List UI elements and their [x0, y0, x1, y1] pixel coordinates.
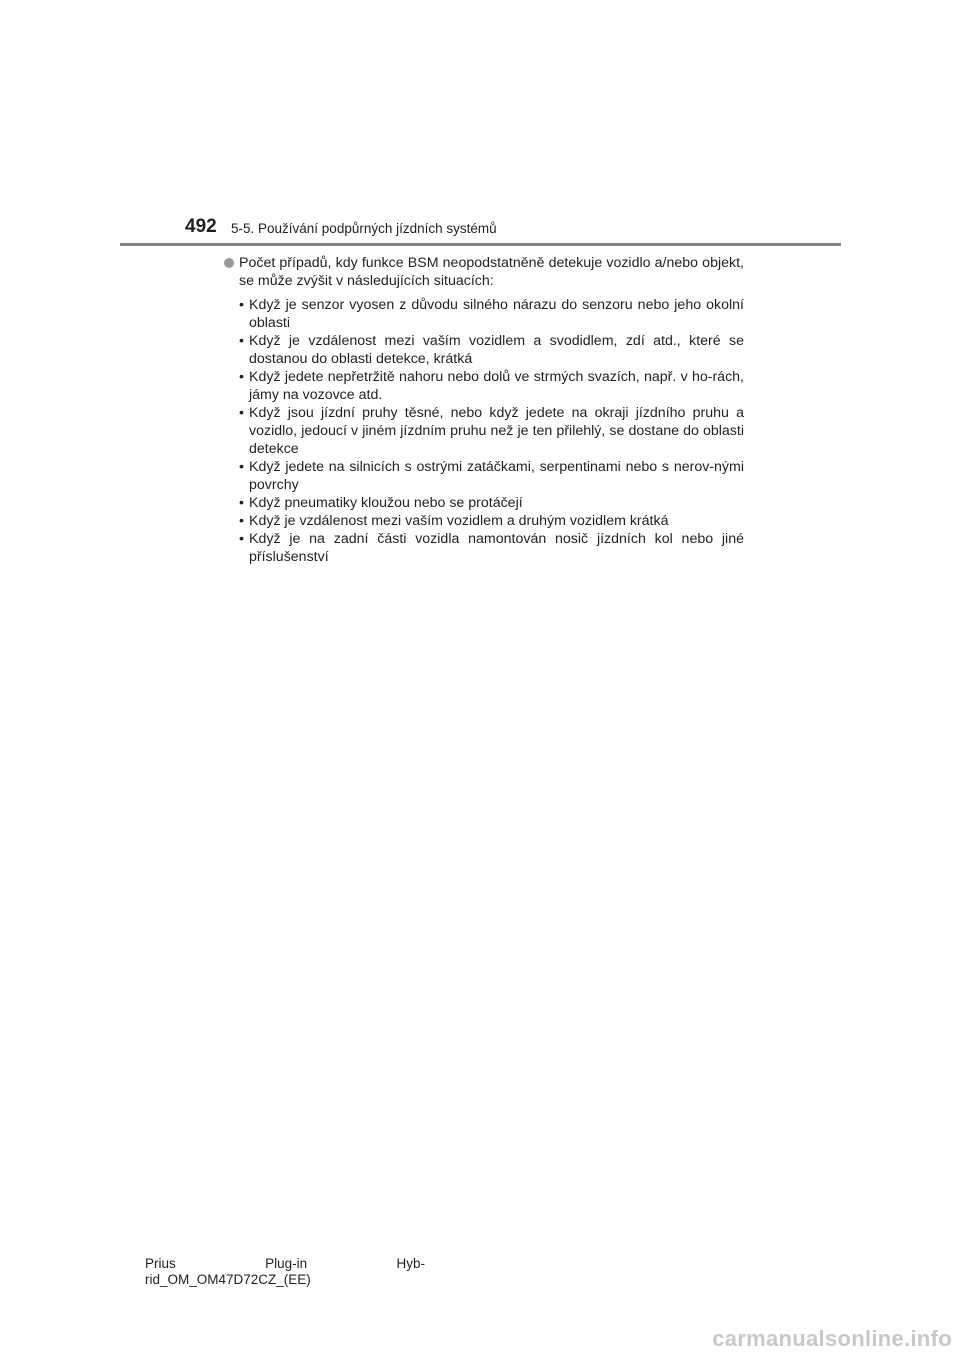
section-title: 5-5. Používání podpůrných jízdních systémů: [231, 221, 497, 236]
lead-paragraph: [224, 254, 744, 290]
list-item-text: Když je senzor vyosen z důvodu silného nárazu do senzoru nebo jeho okolní oblasti: [249, 297, 744, 331]
list-item-text: Když je vzdálenost mezi vaším vozidlem a druhým vozidlem krátká: [249, 513, 669, 529]
list-item: [224, 512, 744, 530]
list-item: [224, 494, 744, 512]
footer: [145, 1256, 425, 1288]
bullet-icon: •: [239, 297, 244, 313]
bullet-icon: •: [239, 369, 244, 385]
lead-text: Počet případů, kdy funkce BSM neopodstatněně detekuje vozidlo a/nebo objekt, se může zvýšit v následujících situacích:: [239, 255, 744, 289]
list-item-text: Když jsou jízdní pruhy těsné, nebo když jedete na okraji jízdního pruhu a vozidlo, jedoucí v jiném jízdním pruhu než je ten přilehlý, se dostane do oblasti detekce: [249, 405, 744, 457]
list-item: [224, 458, 744, 494]
bullet-icon: •: [239, 513, 244, 529]
watermark: carmanualsonline.info: [712, 1326, 952, 1351]
list-item-text: Když je na zadní části vozidla namontován nosič jízdních kol nebo jiné příslušenství: [249, 531, 744, 565]
list-item-text: Když jedete nepřetržitě nahoru nebo dolů ve strmých svazích, např. v ho-rách, jámy na vozovce atd.: [249, 369, 744, 403]
bullet-icon: •: [239, 531, 244, 547]
footer-word: Prius: [145, 1256, 176, 1271]
bullet-icon: •: [239, 405, 244, 421]
list-item: [224, 530, 744, 566]
list-item: [224, 368, 744, 404]
list-item: [224, 296, 744, 332]
main-content: [224, 254, 744, 566]
list-item-text: Když jedete na silnicích s ostrými zatáčkami, serpentinami nebo s nerov-nými povrchy: [249, 459, 744, 493]
bullet-icon: •: [239, 495, 244, 511]
situation-list: [224, 296, 744, 566]
list-item: [224, 404, 744, 458]
circle-bullet-icon: [224, 258, 234, 268]
list-item-text: Když je vzdálenost mezi vaším vozidlem a svodidlem, zdí atd., které se dostanou do oblasti detekce, krátká: [249, 333, 744, 367]
bullet-icon: •: [239, 333, 244, 349]
page-number: 492: [185, 216, 217, 237]
header-divider: [120, 243, 841, 246]
footer-word: Hyb-: [396, 1256, 425, 1271]
footer-word: Plug-in: [265, 1256, 308, 1271]
list-item: [224, 332, 744, 368]
footer-line-1: [145, 1256, 425, 1272]
list-item-text: Když pneumatiky kloužou nebo se protáčejí: [249, 495, 523, 511]
footer-line-2: rid_OM_OM47D72CZ_(EE): [145, 1272, 311, 1287]
bullet-icon: •: [239, 459, 244, 475]
